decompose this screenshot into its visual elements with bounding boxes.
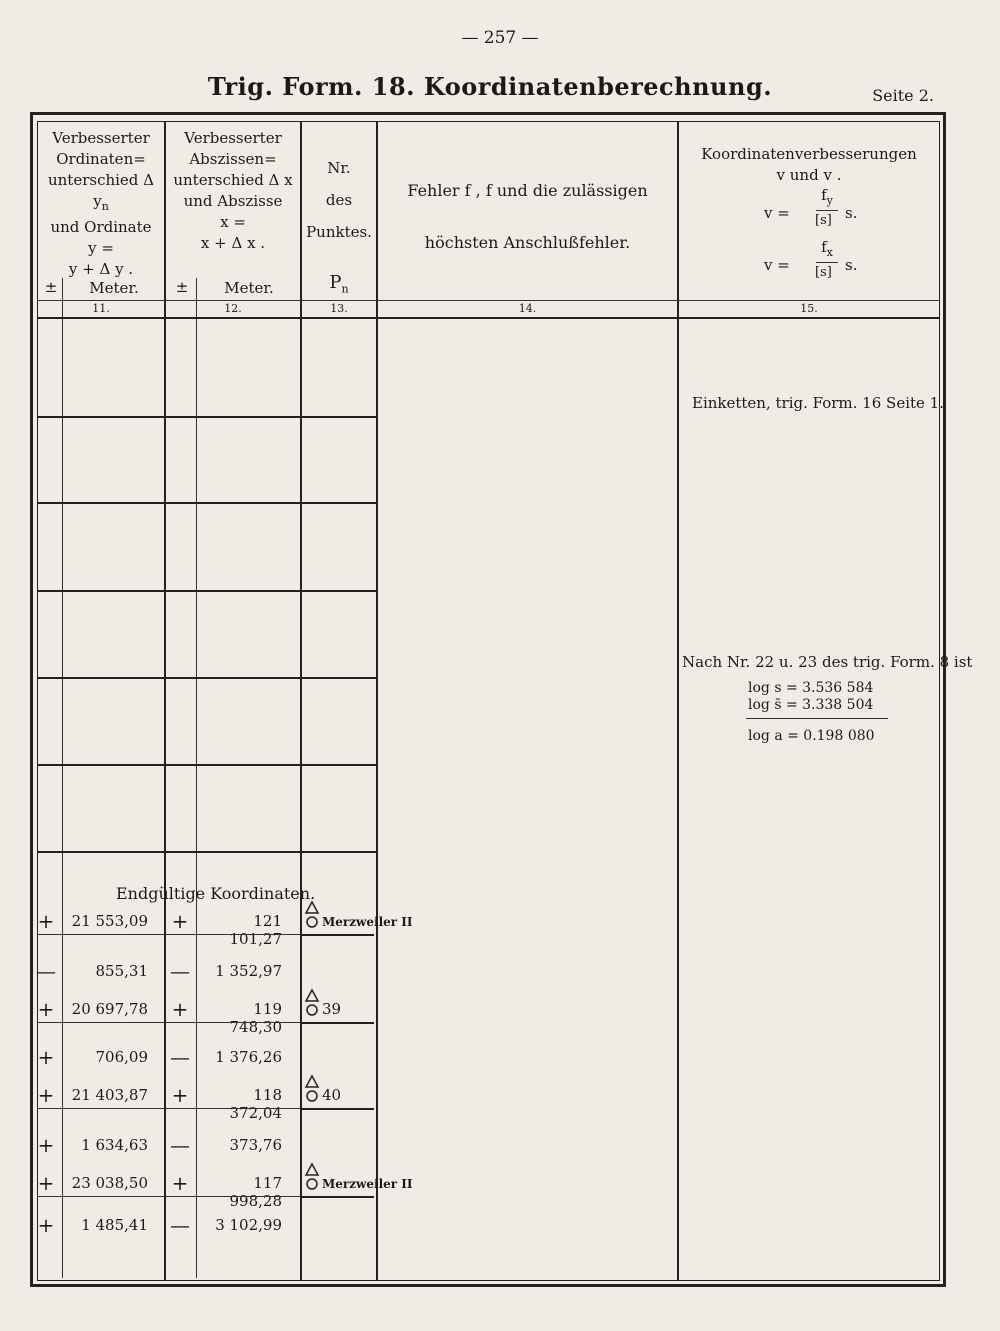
row-rule [38, 677, 164, 679]
row-rule [302, 502, 376, 504]
nach-note: Nach Nr. 22 u. 23 des trig. Form. 8 ist [682, 653, 973, 671]
x-value: 117 998,28 [229, 1174, 282, 1210]
y-value: 20 697,78 [71, 1000, 148, 1018]
row-underline [38, 1108, 164, 1109]
col13-symbol: $P_n$ [329, 272, 349, 296]
divider-col14-15 [677, 122, 679, 1280]
y-sign: + [37, 1213, 55, 1237]
log-sum-rule [746, 718, 888, 719]
point-name: 40 [322, 1086, 342, 1104]
x-sign: + [171, 909, 189, 933]
row-rule [38, 764, 164, 766]
fy-numerator: $f_y$ [821, 186, 833, 207]
vy-s: s. [845, 204, 858, 222]
point-name: Merzweiler II [322, 915, 413, 929]
point-name: 39 [322, 1000, 342, 1018]
row-underline [302, 934, 374, 936]
row-underline [166, 1108, 300, 1109]
row-rule [38, 502, 164, 504]
trig-point-icon [304, 1162, 320, 1192]
row-rule [166, 764, 300, 766]
y-value: 706,09 [95, 1048, 148, 1066]
log-s-bar: log s̄ = 3.338 504 [748, 697, 874, 713]
row-rule [166, 590, 300, 592]
col11-number: 11. [92, 302, 110, 315]
page-title: Trig. Form. 18. Koordinatenberechnung. [207, 72, 773, 101]
col14-header: Fehler f , f und die zulässigen höchsten Anschlußfehler. [407, 181, 648, 252]
einketten-note: Einketten, trig. Form. 16 Seite 1. [692, 394, 944, 412]
x-sign: — [170, 1213, 190, 1237]
trig-point-icon [304, 1074, 320, 1104]
row-rule [166, 851, 300, 853]
y-value: 855,31 [95, 962, 148, 980]
header-rule [38, 300, 939, 301]
row-rule [302, 416, 376, 418]
fy-fraction-bar [816, 210, 838, 211]
x-value: 118 372,04 [229, 1086, 282, 1122]
row-underline [166, 1196, 300, 1197]
row-underline [166, 1022, 300, 1023]
trig-point-icon [304, 900, 320, 930]
x-value: 121 101,27 [229, 912, 282, 948]
y-value: 1 485,41 [81, 1216, 148, 1234]
row-underline [38, 1196, 164, 1197]
y-value: 1 634,63 [81, 1136, 148, 1154]
page-side-label: Seite 2. [872, 86, 934, 105]
x-sign: + [171, 1083, 189, 1107]
col11-unit-label: Meter. [89, 279, 139, 297]
row-rule [38, 590, 164, 592]
y-value: 21 403,87 [71, 1086, 148, 1104]
y-sign: + [37, 1133, 55, 1157]
x-value: 119 748,30 [229, 1000, 282, 1036]
log-a: log a = 0.198 080 [748, 728, 875, 744]
fx-denominator: [s] [815, 265, 832, 280]
row-rule [302, 764, 376, 766]
x-sign: — [170, 1133, 190, 1157]
fy-denominator: [s] [815, 213, 832, 228]
row-rule [302, 590, 376, 592]
row-rule [166, 416, 300, 418]
point-name: Merzweiler II [322, 1177, 413, 1191]
sign-divider-col11 [62, 278, 63, 1278]
y-value: 23 038,50 [71, 1174, 148, 1192]
sign-divider-col12 [196, 278, 197, 1278]
x-value: 373,76 [229, 1136, 282, 1154]
y-sign: + [37, 909, 55, 933]
page-number: — 257 — [461, 28, 539, 48]
row-underline [166, 934, 300, 935]
row-rule [302, 677, 376, 679]
row-rule [166, 502, 300, 504]
x-sign: — [170, 959, 190, 983]
row-rule [38, 851, 164, 853]
row-rule [166, 677, 300, 679]
x-value: 1 352,97 [215, 962, 282, 980]
col12-unit-label: Meter. [224, 279, 274, 297]
y-sign: — [36, 959, 56, 983]
vx-s: s. [845, 256, 858, 274]
col11-header: Verbesserter Ordinaten= unterschied Δ $y_n$ und Ordinate y = y + Δ y . [47, 129, 155, 278]
column-number-rule [38, 317, 939, 319]
col12-header: Verbesserter Abszissen= unterschied Δ x und Abszisse x = x + Δ x . [173, 129, 293, 252]
row-rule [38, 416, 164, 418]
col13-number: 13. [330, 302, 348, 315]
row-underline [302, 1196, 374, 1198]
trig-point-icon [304, 988, 320, 1018]
y-sign: + [37, 1083, 55, 1107]
x-value: 3 102,99 [215, 1216, 282, 1234]
row-underline [38, 934, 164, 935]
col14-number: 14. [518, 302, 537, 315]
y-sign: + [37, 1045, 55, 1069]
vy-formula-label: v = [764, 204, 790, 222]
fx-numerator: $f_x$ [821, 238, 833, 259]
divider-col11-12 [164, 122, 166, 1280]
col12-sign-label: ± [175, 278, 189, 296]
row-underline [302, 1108, 374, 1110]
y-sign: + [37, 997, 55, 1021]
log-s: log s = 3.536 584 [748, 680, 874, 696]
x-sign: + [171, 997, 189, 1021]
col15-header: Koordinatenverbesserungen v und v . [701, 145, 917, 184]
row-rule [302, 851, 376, 853]
divider-col13-14 [376, 122, 378, 1280]
x-sign: + [171, 1171, 189, 1195]
row-underline [302, 1022, 374, 1024]
y-sign: + [37, 1171, 55, 1195]
final-coordinates-heading: Endgültige Koordinaten. [116, 884, 316, 903]
fx-fraction-bar [816, 262, 838, 263]
col11-sign-label: ± [44, 278, 58, 296]
x-value: 1 376,26 [215, 1048, 282, 1066]
x-sign: — [170, 1045, 190, 1069]
col13-header: Nr. des Punktes. [306, 159, 372, 241]
vx-formula-label: v = [764, 256, 790, 274]
row-underline [38, 1022, 164, 1023]
col15-number: 15. [800, 302, 818, 315]
col12-number: 12. [224, 302, 242, 315]
y-value: 21 553,09 [71, 912, 148, 930]
